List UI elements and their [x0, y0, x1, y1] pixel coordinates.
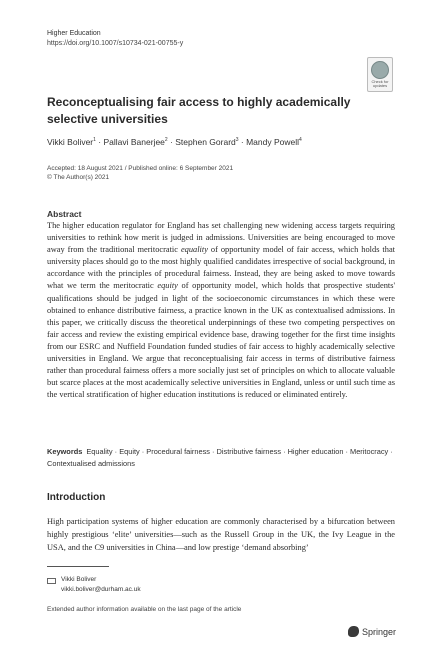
abstract-emphasis: equity: [157, 281, 178, 291]
section-heading-introduction: Introduction: [47, 492, 106, 503]
abstract-part: of opportunity model of fair access, which holds that university places should go to the most highly qualified candidates irrespective of social background, in accordance with the principles of procedural fairness. Instead, they are being asked to move towards what we term the meritocratic: [47, 245, 395, 291]
publisher-logo: [348, 626, 396, 637]
publication-dates: Accepted: 18 August 2021 / Published online: 6 September 2021: [47, 165, 234, 172]
copyright-notice: © The Author(s) 2021: [47, 174, 110, 181]
publisher-name: Springer: [362, 626, 397, 637]
extended-author-info-note: Extended author information available on the last page of the article: [47, 606, 242, 613]
check-updates-label-1: Check for: [371, 79, 389, 84]
abstract-body: [47, 220, 395, 401]
corresponding-author-email[interactable]: vikki.boliver@durham.ac.uk: [61, 586, 141, 593]
check-updates-label-2: updates: [372, 83, 388, 88]
corresponding-author-name: Vikki Boliver: [61, 576, 97, 583]
keywords: [47, 446, 395, 470]
author-affiliation: 4: [299, 137, 302, 144]
author-name[interactable]: Stephen Gorard: [175, 137, 236, 147]
springer-horse-icon: [348, 626, 359, 637]
abstract-part: of opportunity model, which holds that prospective students' qualifications should be judged in light of the socioeconomic circumstances in which these were obtained to enhance distributive fairness, a practice known in the UK as contextualised admissions. In this paper, we critically discuss the theoretical underpinnings of these two competing perspectives on fair access and review the existing empirical evidence base, drawing together for the first time insights from our ESRC and Nuffield Foundation funded studies of fair access to highly academically selective universities in England. We argue that reconceptualising fair access in terms of distributive fairness rather than procedural fairness offers a more socially just set of principles on which to allocate valuable but scarce places at the most academically selective universities in England, unless or until such time as the vertical stratification of higher education institutions is reduced or eliminated entirely.: [47, 281, 395, 400]
footnote-divider: [47, 566, 109, 567]
abstract-emphasis: equality: [180, 245, 208, 255]
envelope-icon: [47, 578, 56, 584]
author-name[interactable]: Vikki Boliver: [47, 137, 94, 147]
check-for-updates-badge[interactable]: [367, 57, 393, 92]
author-name[interactable]: Mandy Powell: [246, 137, 300, 147]
keywords-list: Equality · Equity · Procedural fairness · Distributive fairness · Higher education · Meritocracy · Contextualised admissions: [47, 447, 393, 468]
abstract-heading: Abstract: [47, 209, 82, 219]
author-affiliation: 3: [235, 137, 239, 144]
article-title: Reconceptualising fair access to highly academically selective universities: [47, 95, 351, 126]
abstract-part: The higher education regulator for England has set challenging new widening access targets requiring universities to rethink how merit is judged in admissions. Universities are being encouraged to move away from the traditional meritocratic: [47, 221, 395, 255]
check-for-updates-icon: [371, 61, 389, 79]
keywords-label: Keywords: [47, 447, 83, 456]
author-list: Vikki Boliver$^1$ · Pallavi Banerjee$^2$ · Stephen Gorard$^3$ · Mandy Powell$^4$: [47, 137, 302, 147]
doi-link[interactable]: https://doi.org/10.1007/s10734-021-00755-y: [47, 40, 184, 47]
journal-name: Higher Education: [47, 30, 101, 37]
author-affiliation: 1: [93, 137, 96, 144]
author-affiliation: 2: [164, 137, 168, 144]
author-name[interactable]: Pallavi Banerjee: [103, 137, 165, 147]
introduction-body: High participation systems of higher education are commonly characterised by a bifurcation between highly prestigious ‘elite’ universities—such as the Russell Group in the UK, the Ivy League in the USA, and the C9 universities in China—and low prestige ‘demand absorbing’: [47, 517, 395, 552]
